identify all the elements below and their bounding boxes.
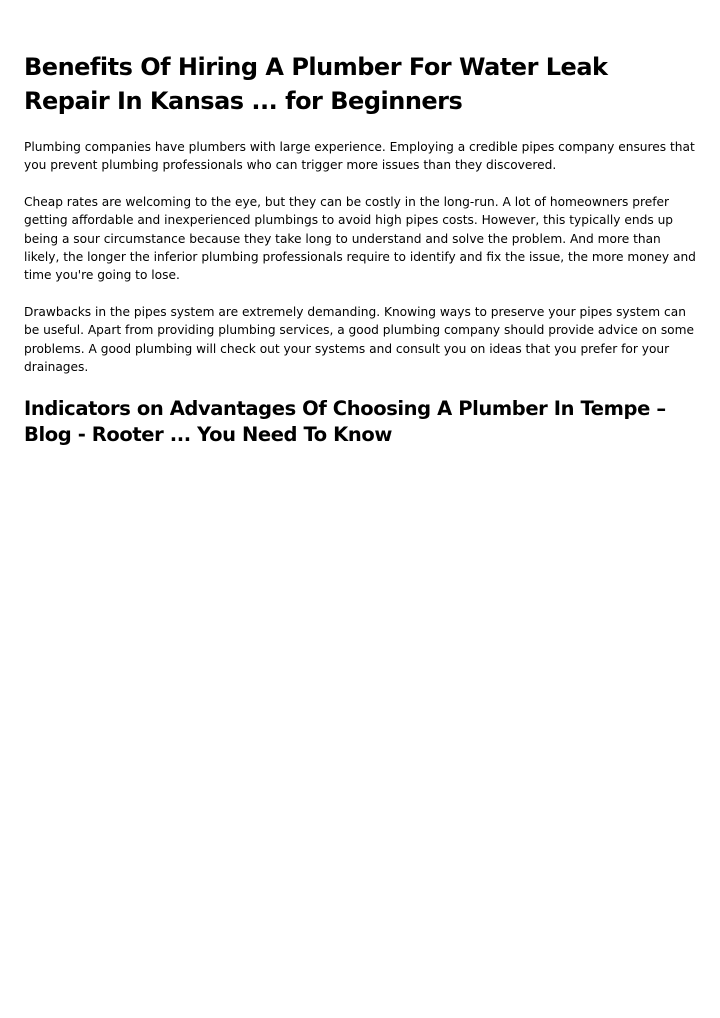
section-subheading: Indicators on Advantages Of Choosing A Plumber In Tempe – Blog - Rooter ... You Need To Know <box>24 397 666 447</box>
paragraph-drawbacks: Drawbacks in the pipes system are extremely demanding. Knowing ways to preserve your pipes system can be useful. Apart from providing plumbing services, a good plumbing company should provide advice on some problems. A good plumbing will check out your systems and consult you on ideas that you prefer for your drainages. <box>24 304 695 375</box>
paragraph-cheap-rates: Cheap rates are welcoming to the eye, but they can be costly in the long-run. A lot of homeowners prefer getting affordable and inexperienced plumbings to avoid high pipes costs. However, this typically ends up being a sour circumstance because they take long to understand and solve the problem. And more than likely, the longer the inferior plumbing professionals require to identify and fix the issue, the more money and time you're going to lose. <box>24 194 696 283</box>
paragraph-experience: Plumbing companies have plumbers with large experience. Employing a credible pipes company ensures that you prevent plumbing professionals who can trigger more issues than they discovered. <box>24 140 695 173</box>
document-page <box>24 50 696 448</box>
article-title: Benefits Of Hiring A Plumber For Water Leak Repair In Kansas ... for Beginners <box>24 53 608 115</box>
